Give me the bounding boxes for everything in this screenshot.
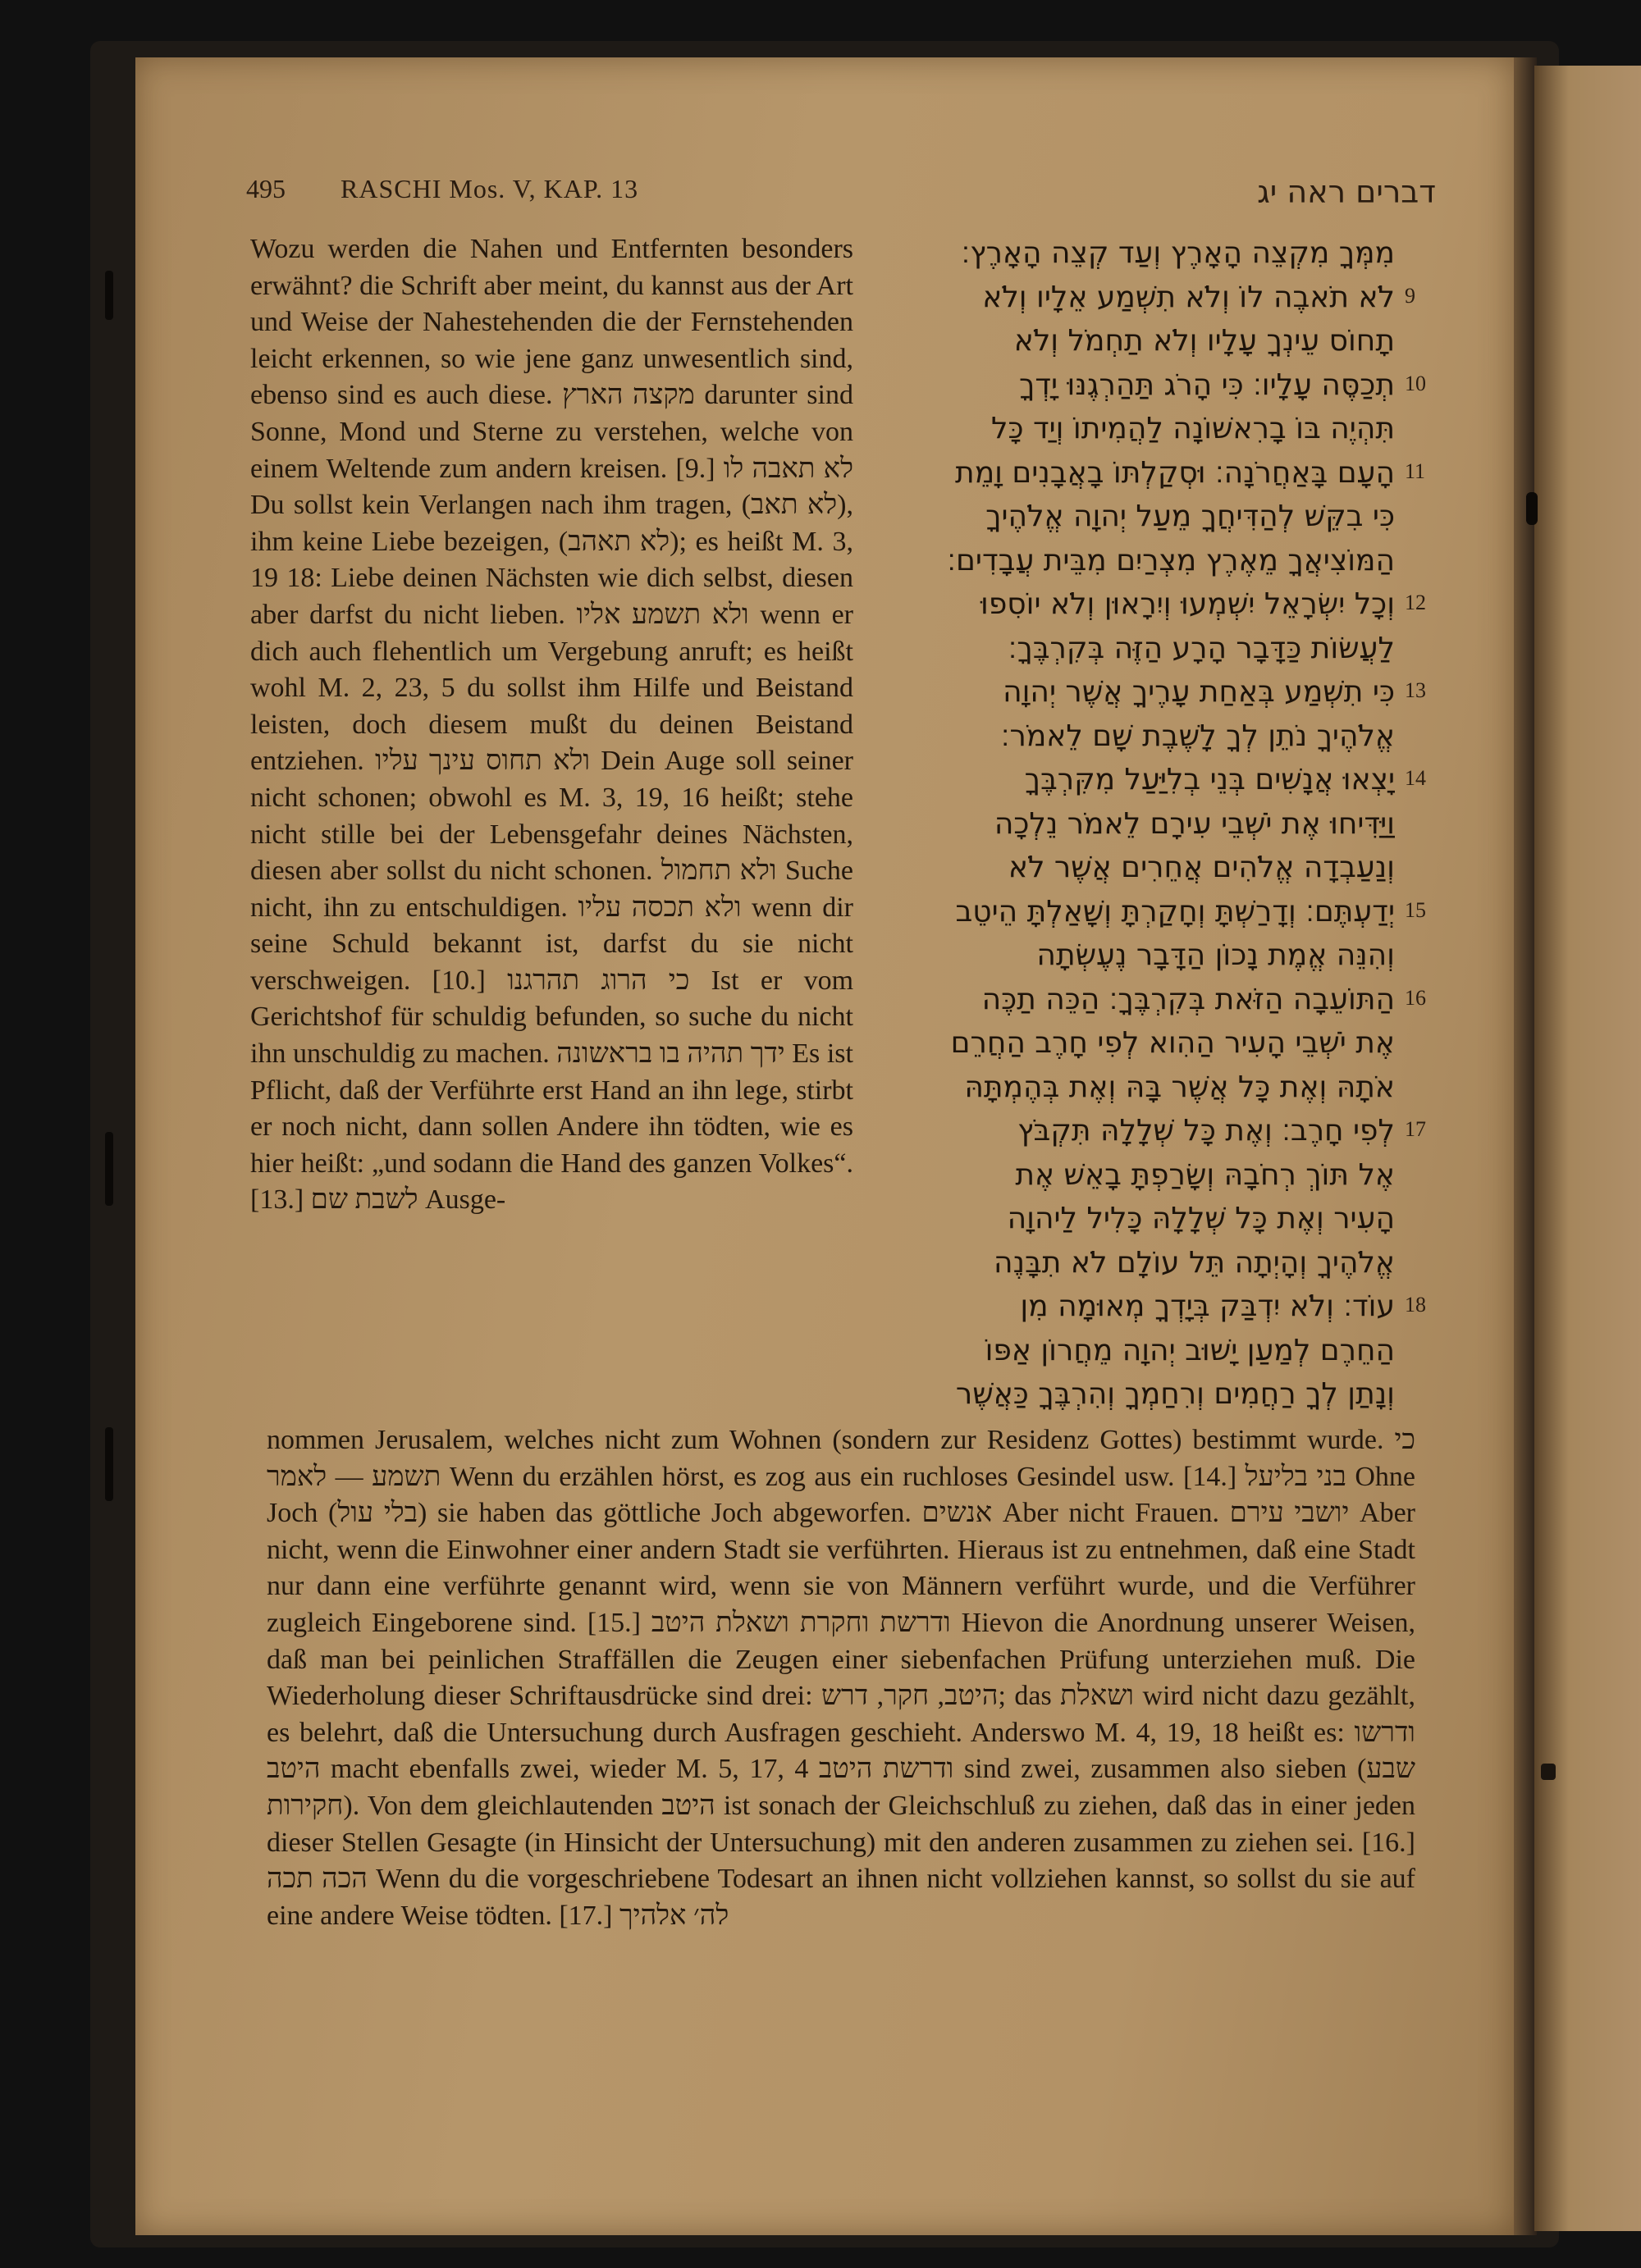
- hebrew-line: לַעֲשׂוֹת כַּדָּבָר הָרָע הַזֶּה בְּקִרְבֶּךָ׃: [1008, 631, 1395, 665]
- hebrew-line: וְנָתַן לְךָ רַחֲמִים וְרִחַמְךָ וְהִרְבֶּךָ כַּאֲשֶׁר: [955, 1377, 1395, 1411]
- hebrew-line: אֱלֹהֶיךָ נֹתֵן לְךָ לָשֶׁבֶת שָׁם לֵאמֹר׃: [1000, 719, 1395, 753]
- hebrew-line: מִמְּךָ מִקְצֵה הָאָרֶץ וְעַד קְצֵה הָאָרֶץ׃: [961, 236, 1395, 270]
- verse-number: 10: [1405, 371, 1426, 395]
- verse-number: 9: [1405, 283, 1415, 308]
- hebrew-line: וְנַעַבְדָה אֱלֹהִים אֲחֵרִים אֲשֶׁר לֹא: [1008, 851, 1395, 884]
- next-page-edge: [1534, 66, 1641, 2231]
- hebrew-line: אֱלֹהֶיךָ וְהָיְתָה תֵּל עוֹלָם לֹא תִבָּנֶה: [994, 1245, 1395, 1280]
- commentary-column: [250, 231, 853, 1219]
- hebrew-line: תָחוֹס עֵינְךָ עָלָיו וְלֹא תַחְמֹל וְלֹא: [1013, 324, 1395, 358]
- hebrew-line: כִּי תִשְׁמַע בְּאַחַת עָרֶיךָ אֲשֶׁר יְהוָה: [1003, 675, 1395, 709]
- verse-number: 15: [1405, 897, 1426, 922]
- hebrew-line: הָעָם בָּאַחֲרֹנָה׃ וּסְקַלְתּוֹ בָאֲבָנִים וָמֵת: [955, 455, 1395, 490]
- hebrew-line: יָצְאוּ אֲנָשִׁים בְּנֵי בְלִיַּעַל מִקִּרְבֶּךָ: [1024, 763, 1395, 796]
- binding-mark: [105, 1427, 113, 1501]
- verse-number: 16: [1405, 985, 1426, 1010]
- hebrew-line: הַחֵרֶם לְמַעַן יָשׁוּב יְהוָה מֵחֲרוֹן אַפּוֹ: [985, 1333, 1395, 1367]
- verse-number: 14: [1405, 766, 1426, 790]
- hebrew-line: אֹתָהּ וְאֶת כָּל אֲשֶׁר בָּהּ וְאֶת בְּהֶמְתָּהּ: [964, 1070, 1395, 1104]
- hebrew-line: כִּי בִקֵּשׁ לְהַדִּיחֲךָ מֵעַל יְהוָה אֱלֹהֶיךָ: [985, 500, 1395, 533]
- commentary-text: Wozu werden die Nahen und Entfernten besonders erwähnt? die Schrift aber meint, du kannst aus der Art und Weise der Nahestehenden die der Fernstehenden leicht erkennen, so wie jene ganz unwesentlich sind, ebenso sind es auch diese. מקצה הארץ darunter sind Sonne, Mond und Sterne zu verstehen, welche von einem Weltende zum andern kreisen. [9.] לא תאבה לו Du sollst kein Verlangen nach ihm tragen, (לא תאב), ihm keine Liebe bezeigen, (לא תאהב); es heißt M. 3, 19 18: Liebe deinen Nächsten wie dich selbst, diesen aber darfst du nicht lieben. ולא תשמע אליו wenn er dich auch flehentlich um Vergebung anruft; es heißt wohl M. 2, 23, 5 du sollst ihm Hilfe und Beistand leisten, doch diesem mußt du deinen Beistand entziehen. ולא תחוס עינך עליו Dein Auge soll seiner nicht schonen; obwohl es M. 3, 19, 16 heißt; stehe nicht stille bei der Lebensgefahr deines Nächsten, diesen aber sollst du nicht schonen. ולא תחמול Suche nicht, ihn zu entschuldigen. ולא תכסה עליו wenn dir seine Schuld bekannt ist, darfst du sie nicht verschweigen. [10.] כי הרוג תהרגנו Ist er vom Gerichtshof für schuldig befunden, so suche du nicht ihn unschuldig zu machen. ידך תהיה בו בראשונה Es ist Pflicht, daß der Verführte erst Hand an ihn lege, stirbt er noch nicht, dann sollen Andere ihn tödten, wie es hier heißt: „und sodann die Hand des ganzen Volkes“. [13.] לשבת שם Ausge-: [250, 234, 854, 1216]
- running-title: RASCHI Mos. V, KAP. 13: [341, 174, 639, 203]
- page-number: 495: [246, 174, 286, 203]
- hebrew-line: הַמּוֹצִיאֲךָ מֵאֶרֶץ מִצְרַיִם מִבֵּית עֲבָדִים׃: [947, 543, 1395, 577]
- hebrew-line: הָעִיר וְאֶת כָּל שְׁלָלָהּ כָּלִיל לַיהוָה: [1007, 1202, 1395, 1235]
- hebrew-line: תְכַסֶּה עָלָיו׃ כִּי הָרֹג תַּהַרְגֶנּוּ יָדְךָ: [1019, 367, 1395, 402]
- binding-pin: [1541, 1764, 1556, 1780]
- binding-pin: [1526, 492, 1538, 525]
- verse-number: 17: [1405, 1117, 1426, 1141]
- verse-number-column: [1405, 231, 1454, 1421]
- hebrew-line: וַיַּדִּיחוּ אֶת יֹשְׁבֵי עִירָם לֵאמֹר נֵלְכָה: [994, 806, 1395, 841]
- hebrew-line: אֶת יֹשְׁבֵי הָעִיר הַהִוא לְפִי חָרֶב הַחֲרֵם: [950, 1026, 1395, 1060]
- verse-number: 11: [1405, 459, 1426, 483]
- verse-number: 13: [1405, 678, 1426, 702]
- verse-number: 18: [1405, 1293, 1426, 1317]
- page-gutter: [1514, 57, 1537, 2235]
- binding-mark: [105, 271, 113, 320]
- commentary-continuation-text: nommen Jerusalem, welches nicht zum Wohnen (sondern zur Residenz Gottes) bestimmt wurde. כי תשמע — לאמר Wenn du erzählen hörst, es zog aus ein ruchloses Gesindel usw. [14.] בני בליעל Ohne Joch (בלי עול) sie haben das göttliche Joch abgeworfen. אנשים Aber nicht Frauen. יושבי עירם Aber nicht, wenn die Einwohner einer andern Stadt sie verführten. Hieraus ist zu entnehmen, daß eine Stadt nur dann eine verführte genannt wird, wenn sie von Männern verführt wurde, und die Verführer zugleich Eingeborene sind. [15.] ודרשת וחקרת ושאלת היטב Hievon die Anordnung unserer Weisen, daß man bei peinlichen Straffällen die Zeugen einer siebenfachen Prüfung unterziehen muß. Die Wiederholung dieser Schriftausdrücke sind drei: היטב, חקר, דרש; das ושאלת wird nicht dazu gezählt, es belehrt, daß die Untersuchung durch Ausfragen geschieht. Anderswo M. 4, 19, 18 heißt es: ודרשו היטב macht ebenfalls zwei, wieder M. 5, 17, 4 ודרשת היטב sind zwei, zusammen also sieben (שבע חקירות). Von dem gleichlautenden היטב ist sonach der Gleichschluß zu ziehen, daß das in einer jeden dieser Stellen Gesagte (in Hinsicht der Untersuchung) mit den anderen zusammen zu ziehen sei. [16.] הכה תכה Wenn du die vorgeschriebene Todesart an ihnen nicht vollziehen kannst, so sollst du sie auf eine andere Weise tödten. [17.] לה׳ אלהיך: [267, 1425, 1416, 1931]
- hebrew-line: אֶל תּוֹךְ רְחֹבָהּ וְשָׂרַפְתָּ בָאֵשׁ אֶת: [1015, 1157, 1395, 1192]
- hebrew-line: לְפִי חָרֶב׃ וְאֶת כָּל שְׁלָלָהּ תִּקְבֹּץ: [1017, 1114, 1395, 1148]
- verse-number: 12: [1405, 591, 1426, 614]
- binding-mark: [105, 1132, 113, 1206]
- hebrew-line: הַתּוֹעֵבָה הַזֹּאת בְּקִרְבֶּךָ׃ הַכֵּה תַכֶּה: [981, 982, 1395, 1016]
- hebrew-bible-column: [866, 231, 1395, 1417]
- commentary-continuation: [267, 1422, 1415, 1934]
- hebrew-line: יְדַעְתֶּם׃ וְדָרַשְׁתָּ וְחָקַרְתָּ וְשָׁאַלְתָּ הֵיטֵב: [955, 894, 1395, 929]
- hebrew-line: וְהִנֵּה אֱמֶת נָכוֹן הַדָּבָר נֶעֶשְׂתָה: [1036, 938, 1395, 972]
- page-header: [246, 174, 1436, 215]
- hebrew-line: וְכָל יִשְׂרָאֵל יִשְׁמְעוּ וְיִרָאוּן וְלֹא יוֹסִפוּ: [980, 587, 1395, 621]
- hebrew-running-title: דברים ראה יג: [1257, 174, 1436, 210]
- hebrew-line: עוֹד׃ וְלֹא יִדְבַּק בְּיָדְךָ מְאוּמָה מִן: [1020, 1289, 1395, 1323]
- hebrew-line: תִּהְיֶה בּוֹ בָרִאשׁוֹנָה לַהֲמִיתוֹ וְיַד כָּל: [991, 412, 1395, 445]
- hebrew-line: לֹא תֹאבֶה לוֹ וְלֹא תִשְׁמַע אֵלָיו וְלֹא: [982, 280, 1395, 314]
